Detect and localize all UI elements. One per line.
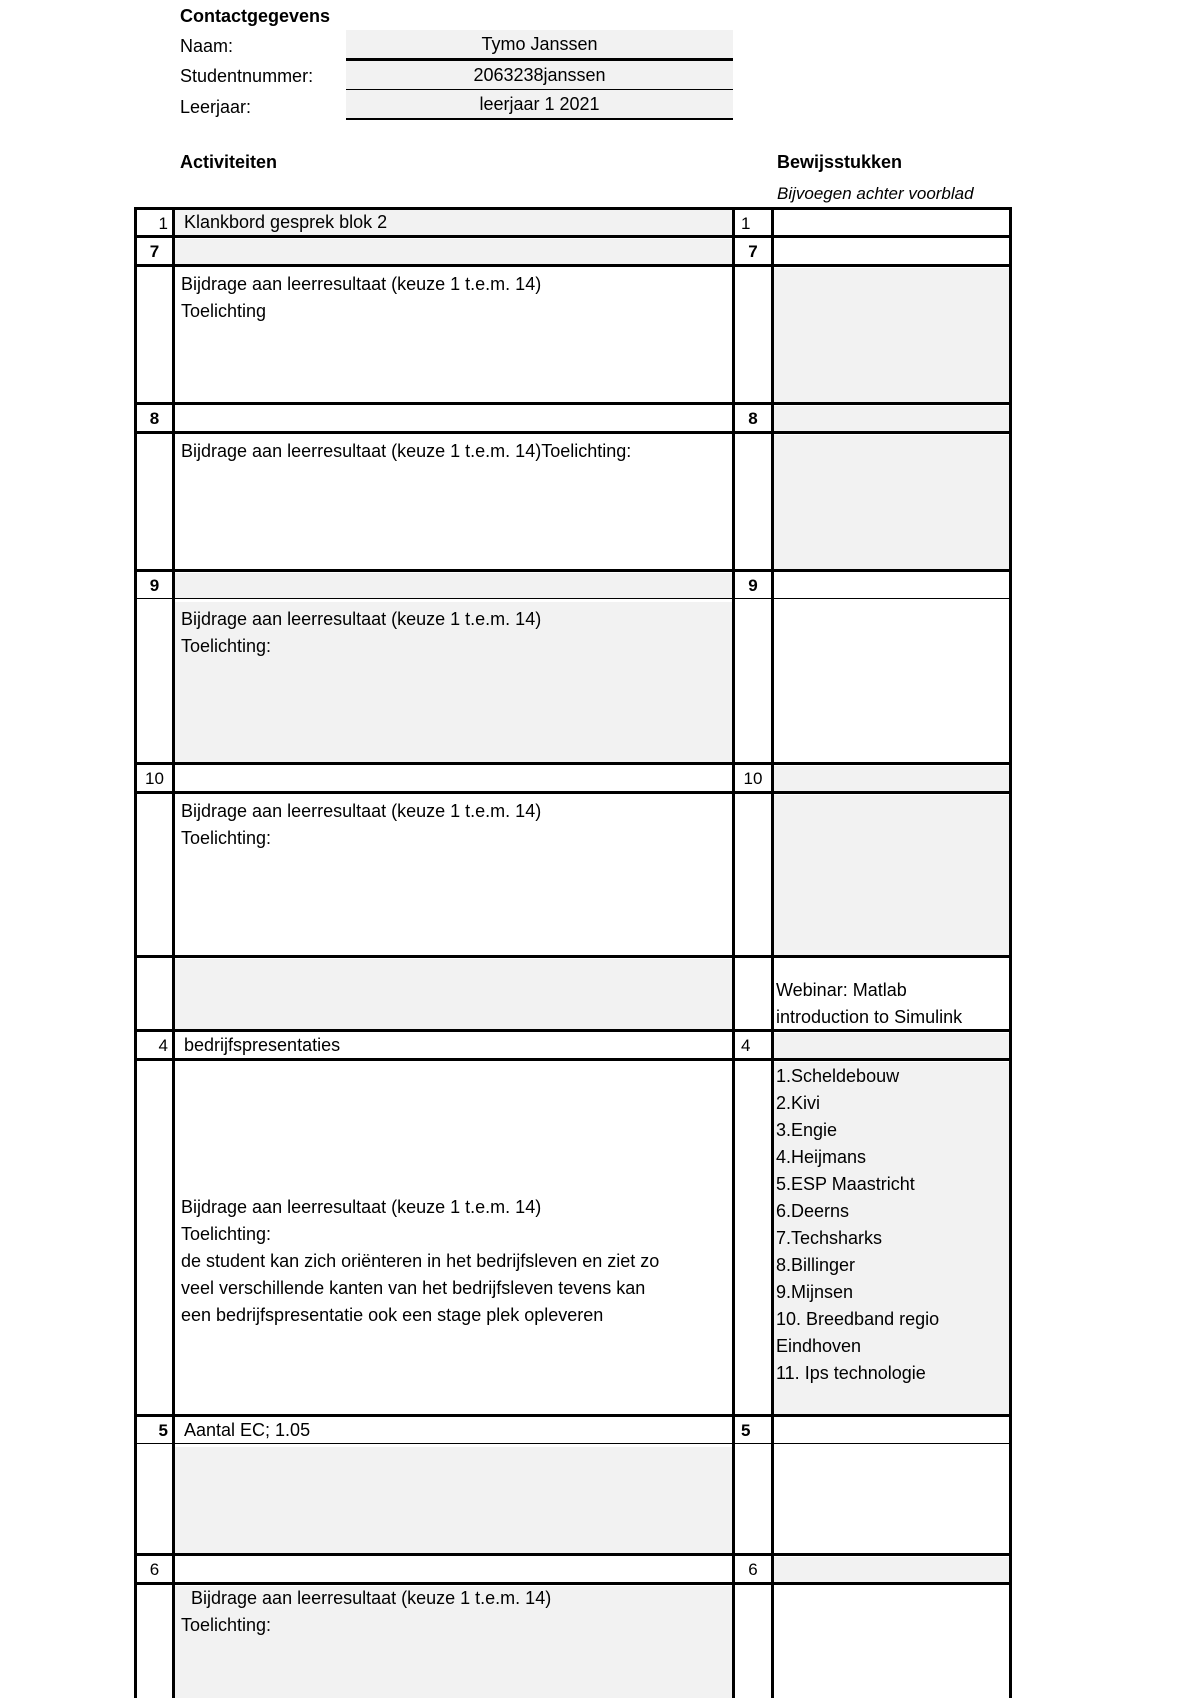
- list-item: 10. Breedband regio: [776, 1309, 940, 1329]
- list-item: 8.Billinger: [776, 1255, 856, 1275]
- evidence-number: 5: [741, 1421, 751, 1440]
- list-item: 1.Scheldebouw: [776, 1066, 900, 1086]
- row-number: 9: [149, 576, 160, 595]
- row-number: 4: [158, 1036, 168, 1055]
- contact-heading: Contactgegevens: [180, 6, 331, 26]
- webinar-evidence[interactable]: Webinar: Matlab introduction to Simulink: [776, 980, 963, 1027]
- student-number-label: Studentnummer:: [180, 66, 314, 86]
- evidence-header: Bewijsstukken: [777, 152, 903, 172]
- list-item: 2.Kivi: [776, 1093, 821, 1113]
- row-number: 10: [145, 769, 164, 788]
- row-number: 5: [158, 1421, 168, 1440]
- activity-description[interactable]: Bijdrage aan leerresultaat (keuze 1 t.e.m. 14) Toelichting:: [181, 1588, 552, 1635]
- activity-title[interactable]: bedrijfspresentaties: [184, 1035, 341, 1055]
- year-field[interactable]: leerjaar 1 2021: [346, 90, 733, 120]
- evidence-number: 8: [748, 409, 758, 428]
- student-number-field[interactable]: 2063238janssen: [346, 60, 733, 91]
- activity-description[interactable]: Bijdrage aan leerresultaat (keuze 1 t.e.m. 14) Toelichting: de student kan zich oriënteren in het bedrijfsleven en ziet zo veel verschillende kanten van het bedrijfsleven tevens kan een bedrijfspresentatie ook een stage plek opleveren: [181, 1197, 660, 1325]
- list-item: 3.Engie: [776, 1120, 838, 1140]
- evidence-note: Bijvoegen achter voorblad: [777, 184, 974, 203]
- row-number: 1: [158, 214, 168, 233]
- row-number: 6: [149, 1560, 160, 1579]
- list-item: 6.Deerns: [776, 1201, 850, 1221]
- activity-title[interactable]: Klankbord gesprek blok 2: [184, 212, 388, 232]
- activity-description[interactable]: Bijdrage aan leerresultaat (keuze 1 t.e.m. 14) Toelichting: [181, 274, 542, 321]
- row-number: 8: [149, 409, 160, 428]
- activity-title[interactable]: Aantal EC; 1.05: [184, 1420, 311, 1440]
- company-list: [774, 1063, 1009, 1413]
- year-label: Leerjaar:: [180, 97, 252, 117]
- name-field[interactable]: Tymo Janssen: [346, 30, 733, 60]
- activity-description[interactable]: Bijdrage aan leerresultaat (keuze 1 t.e.m. 14) Toelichting:: [181, 609, 542, 656]
- evidence-number: 6: [748, 1560, 758, 1579]
- list-item: Eindhoven: [776, 1336, 862, 1356]
- evidence-number: 1: [741, 214, 751, 233]
- list-item: 5.ESP Maastricht: [776, 1174, 915, 1194]
- evidence-number: 7: [748, 242, 758, 261]
- activity-description[interactable]: Bijdrage aan leerresultaat (keuze 1 t.e.m. 14)Toelichting:: [181, 441, 632, 461]
- evidence-number: 9: [748, 576, 758, 595]
- list-item: 11. Ips technologie: [776, 1363, 926, 1383]
- list-item: 7.Techsharks: [776, 1228, 883, 1248]
- row-number: 7: [149, 242, 160, 261]
- activity-table: [134, 207, 1012, 1698]
- list-item: 9.Mijnsen: [776, 1282, 854, 1302]
- name-label: Naam:: [180, 36, 234, 56]
- activity-description[interactable]: Bijdrage aan leerresultaat (keuze 1 t.e.m. 14) Toelichting:: [181, 801, 542, 848]
- evidence-number: 10: [743, 769, 763, 788]
- evidence-number: 4: [741, 1036, 751, 1055]
- list-item: 4.Heijmans: [776, 1147, 867, 1167]
- activities-header: Activiteiten: [180, 152, 278, 172]
